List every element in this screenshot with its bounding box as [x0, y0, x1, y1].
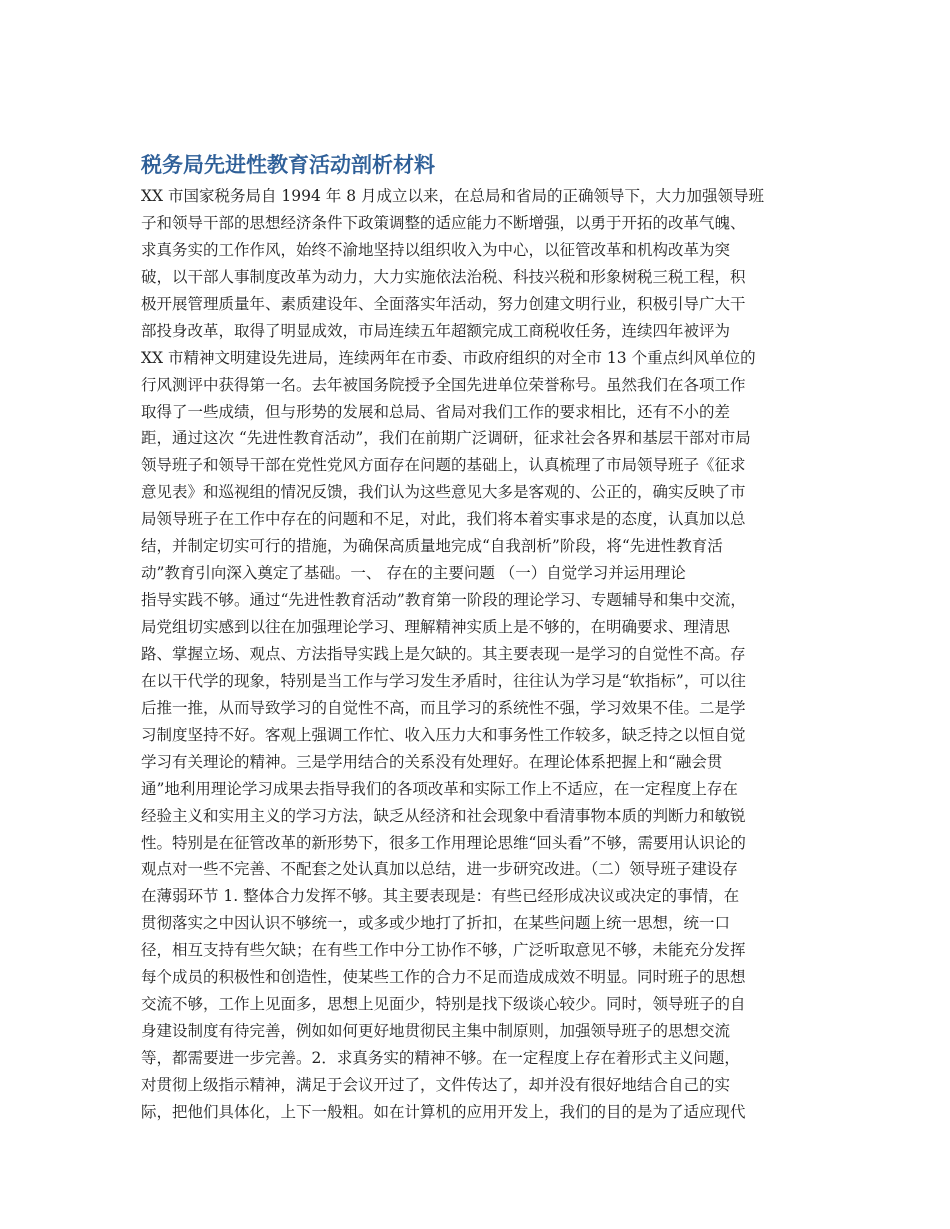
- body-line: 等，都需要进一步完善。2．求真务实的精神不够。在一定程度上存在着形式主义问题，: [141, 1049, 740, 1067]
- body-line: 学习有关理论的精神。三是学用结合的关系没有处理好。在理论体系把握上和“融会贯: [141, 752, 723, 771]
- body-line: 际，把他们具体化，上下一般粗。如在计算机的应用开发上，我们的目的是为了适应现代: [141, 1102, 746, 1121]
- body-line: 对贯彻上级指示精神，满足于会议开过了，文件传达了，却并没有很好地结合自己的实: [141, 1075, 731, 1094]
- body-line: 部投身改革，取得了明显成效，市局连续五年超额完成工商税收任务，连续四年被评为: [141, 321, 731, 340]
- body-line: 习制度坚持不好。客观上强调工作忙、收入压力大和事务性工作较多，缺乏持之以恒自觉: [141, 725, 746, 744]
- document-body: [141, 183, 813, 1126]
- body-line: XX 市国家税务局自 1994 年 8 月成立以来，在总局和省局的正确领导下，大力加强领导班: [141, 187, 765, 205]
- body-line: 求真务实的工作作风，始终不渝地坚持以组织收入为中心，以征管改革和机构改革为突: [141, 240, 731, 259]
- body-line: 意见表》和巡视组的情况反馈，我们认为这些意见大多是客观的、公正的，确实反映了市: [141, 483, 746, 502]
- body-line: 在以干代学的现象，特别是当工作与学习发生矛盾时，往往认为学习是“软指标”，可以往: [141, 671, 746, 690]
- body-line: 取得了一些成绩，但与形势的发展和总局、省局对我们工作的要求相比，还有不小的差: [141, 402, 731, 421]
- body-line: 贯彻落实之中因认识不够统一，或多或少地打了折扣，在某些问题上统一思想，统一口: [141, 914, 731, 933]
- body-line: 径，相互支持有些欠缺；在有些工作中分工协作不够，广泛听取意见不够，未能充分发挥: [141, 941, 746, 960]
- body-line: 每个成员的积极性和创造性，使某些工作的合力不足而造成成效不明显。同时班子的思想: [141, 968, 746, 987]
- body-line: 局领导班子在工作中存在的问题和不足，对此，我们将本着实事求是的态度，认真加以总: [141, 510, 746, 529]
- body-line: 在薄弱环节 1. 整体合力发挥不够。其主要表现是：有些已经形成决议或决定的事情，在: [141, 887, 740, 906]
- body-line: 动”教育引向深入奠定了基础。一、 存在的主要问题 （一）自觉学习并运用理论: [141, 564, 686, 583]
- body-line: 通”地利用理论学习成果去指导我们的各项改革和实际工作上不适应，在一定程度上存在: [141, 779, 738, 798]
- body-line: 指导实践不够。通过“先进性教育活动”教育第一阶段的理论学习、专题辅导和集中交流，: [141, 591, 746, 610]
- body-line: 性。特别是在征管改革的新形势下，很多工作用理论思维“回头看”不够，需要用认识论的: [141, 833, 746, 852]
- body-line: 距，通过这次 “先进性教育活动”，我们在前期广泛调研，征求社会各界和基层干部对市局: [141, 429, 751, 448]
- body-line: 子和领导干部的思想经济条件下政策调整的适应能力不断增强，以勇于开拓的改革气魄、: [141, 213, 746, 232]
- body-line: 后推一推，从而导致学习的自觉性不高，而且学习的系统性不强，学习效果不佳。二是学: [141, 698, 746, 717]
- body-line: 身建设制度有待完善，例如如何更好地贯彻民主集中制原则，加强领导班子的思想交流: [141, 1022, 731, 1041]
- body-line: 观点对一些不完善、不配套之处认真加以总结，进一步研究改进。（二）领导班子建设存: [141, 860, 738, 879]
- body-line: 路、掌握立场、观点、方法指导实践上是欠缺的。其主要表现一是学习的自觉性不高。存: [141, 644, 746, 663]
- body-line: 破，以干部人事制度改革为动力，大力实施依法治税、科技兴税和形象树税三税工程，积: [141, 267, 746, 286]
- body-line: 行风测评中获得第一名。去年被国务院授予全国先进单位荣誉称号。虽然我们在各项工作: [141, 375, 746, 394]
- body-line: 交流不够，工作上见面多，思想上见面少，特别是找下级谈心较少。同时，领导班子的自: [141, 995, 746, 1014]
- body-line: 经验主义和实用主义的学习方法，缺乏从经济和社会现象中看清事物本质的判断力和敏锐: [141, 806, 746, 825]
- body-line: 极开展管理质量年、素质建设年、全面落实年活动，努力创建文明行业，积极引导广大干: [141, 294, 746, 313]
- body-line: XX 市精神文明建设先进局，连续两年在市委、市政府组织的对全市 13 个重点纠风单位的: [141, 348, 756, 367]
- body-line: 局党组切实感到以往在加强理论学习、理解精神实质上是不够的，在明确要求、理清思: [141, 618, 731, 636]
- body-line: 领导班子和领导干部在党性党风方面存在问题的基础上，认真梳理了市局领导班子《征求: [141, 456, 746, 475]
- body-line: 结，并制定切实可行的措施，为确保高质量地完成“自我剖析”阶段，将“先进性教育活: [141, 537, 723, 556]
- document-title: 税务局先进性教育活动剖析材料: [141, 153, 435, 177]
